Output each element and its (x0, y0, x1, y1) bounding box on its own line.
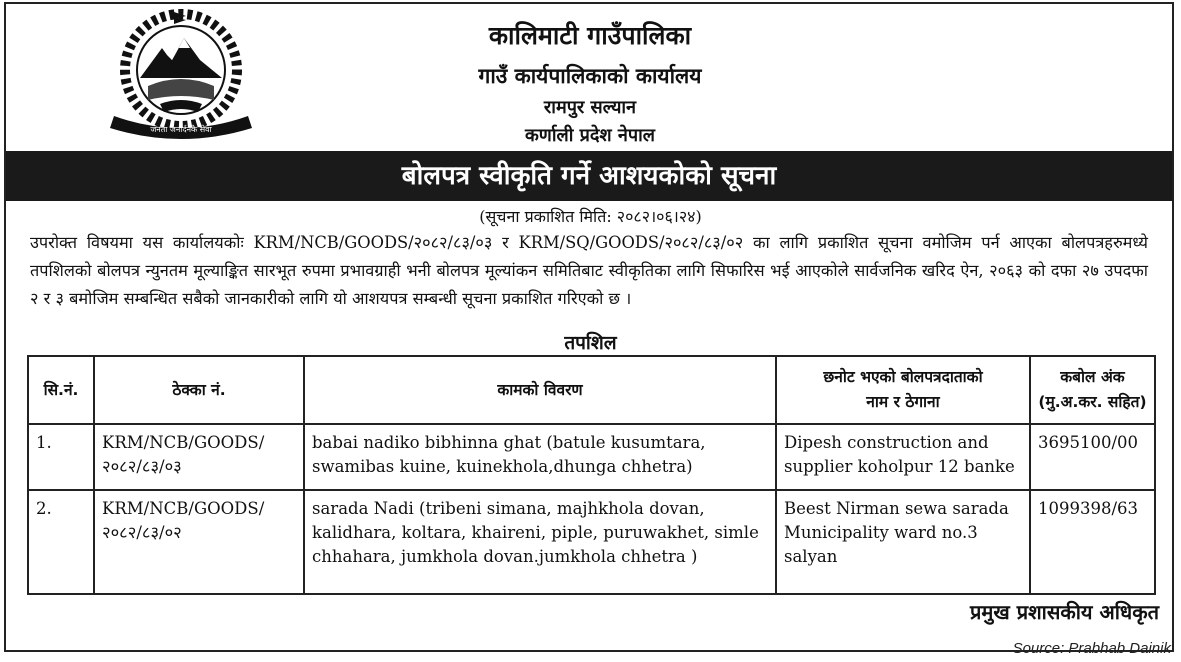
row-sn: 1. (28, 424, 94, 490)
header-amount (1030, 356, 1155, 424)
notice-body: उपरोक्त विषयमा यस कार्यालयकोः KRM/NCB/GOODS/२०८२/८३/०३ र KRM/SQ/GOODS/२०८२/८३/०२ का लागि प्रकाशित सूचना वमोजिम पर्न आएका बोलपत्रहरुमध्ये तपशिलको बोलपत्र न्युनतम मूल्याङ्कित सारभूत रुपमा प्रभावग्राही भनी बोलपत्र मूल्यांकन समितिबाट स्वीकृतिका लागि सिफारिस भई आएकोले सार्वजनिक खरिद ऐन, २०६३ को दफा २७ उपदफा २ र ३ बमोजिम सम्बन्धित सबैको जानकारीको लागि यो आशयपत्र सम्बन्धी सूचना प्रकाशित गरिएको छ । (30, 233, 1148, 308)
header-amount-line2: (मु.अ.कर. सहित) (1038, 393, 1147, 411)
header-description: कामको विवरण (304, 356, 776, 424)
row-amount: 1099398/63 (1030, 490, 1155, 594)
row-description: babai nadiko bibhinna ghat (batule kusumtara, swamibas kuine, kuinekhola,dhunga chhetra) (304, 424, 776, 490)
header-bidder-line1: छनोट भएको बोलपत्रदाताको (823, 368, 983, 386)
row-bidder: Dipesh construction and supplier koholpur 12 banke (776, 424, 1030, 490)
notice-title: बोलपत्र स्वीकृति गर्ने आशयकोको सूचना (6, 151, 1172, 201)
header-contract: ठेक्का नं. (94, 356, 304, 424)
publish-date: (सूचना प्रकाशित मिति: २०८२।०६।२४) (479, 207, 702, 226)
table-header-row (28, 356, 1155, 424)
table-row (28, 424, 1155, 490)
row-contract-line1: KRM/NCB/GOODS/ (102, 499, 265, 518)
row-contract (94, 424, 304, 490)
header-bidder (776, 356, 1030, 424)
header-amount-line1: कबोल अंक (1060, 368, 1125, 386)
emblem-motto: जनता जनार्दनकै सेवा (150, 125, 212, 134)
office-place: रामपुर सल्यान (543, 97, 637, 118)
row-contract-line2: २०८२/८३/०३ (102, 457, 182, 476)
row-amount: 3695100/00 (1030, 424, 1155, 490)
org-name: कालिमाटी गाउँपालिका (488, 21, 692, 50)
row-contract-line2: २०८२/८३/०२ (102, 523, 182, 542)
nepal-emblem-icon (100, 8, 262, 143)
header-sn: सि.नं. (28, 356, 94, 424)
row-bidder: Beest Nirman sewa sarada Municipality ward no.3 salyan (776, 490, 1030, 594)
signatory-title: प्रमुख प्रशासकीय अधिकृत (970, 600, 1159, 624)
award-table (27, 355, 1156, 595)
source-credit: Source: Prabhab Dainik (1012, 640, 1171, 657)
office-name: गाउँ कार्यपालिकाको कार्यालय (478, 64, 702, 88)
row-description: sarada Nadi (tribeni simana, majhkhola dovan, kalidhara, koltara, khaireni, piple, puruwakhet, simle chhahara, jumkhola dovan.jumkhola chhetra ) (304, 490, 776, 594)
table-row (28, 490, 1155, 594)
table-title: तपशिल (564, 332, 617, 354)
province-name: कर्णाली प्रदेश नेपाल (524, 125, 656, 146)
header-bidder-line2: नाम र ठेगाना (866, 393, 940, 411)
row-sn: 2. (28, 490, 94, 594)
row-contract-line1: KRM/NCB/GOODS/ (102, 433, 265, 452)
row-contract (94, 490, 304, 594)
